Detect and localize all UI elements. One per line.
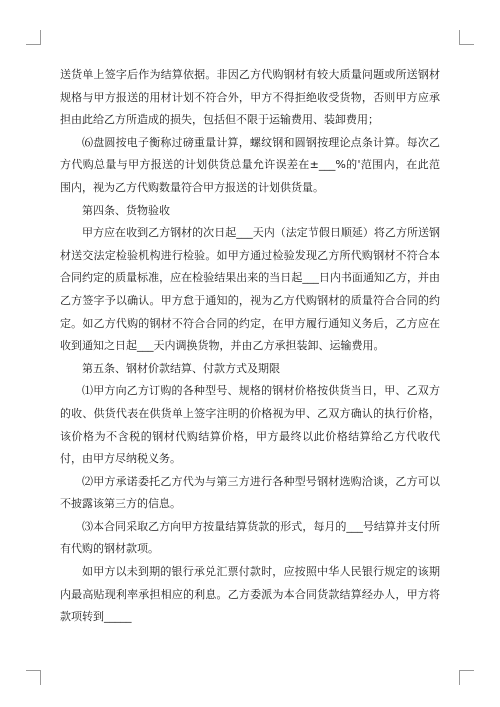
- crop-mark-top-left: [26, 30, 41, 45]
- paragraph-clause-3: ⑶本合同采取乙方向甲方按量结算货款的形式，每月的___号结算并支付所有代购的钢材款项。: [60, 519, 440, 556]
- document-body: [60, 64, 440, 629]
- paragraph-payment: 如甲方以未到期的银行承兑汇票付款时，应按照中华人民银行规定的该期内最高贴现利率承担相应的利息。乙方委派为本合同货款结算经办人，甲方将款项转到_____: [60, 565, 440, 624]
- crop-mark-bottom-right: [459, 670, 474, 685]
- section-heading-4: 第四条、货物验收: [82, 203, 170, 217]
- paragraph-inspection: 甲方应在收到乙方钢材的次日起___天内（法定节假日顺延）将乙方所送钢材送交法定检验机构进行检验。如甲方通过检验发现乙方所代购钢材不符合本合同约定的质量标准，应在检验结果出来的当日起___日内书面通知乙方，并由乙方签字予以确认。甲方怠于通知的，视为乙方代购钢材的质量符合合同的约定。如乙方代购的钢材不符合合同的约定，在甲方履行通知义务后，乙方应在收到通知之日起___天内调换货物，并由乙方承担装卸、运输费用。: [60, 226, 440, 353]
- paragraph-clause-2: ⑵甲方承诺委托乙方代为与第三方进行各种型号钢材选购洽谈，乙方可以不披露该第三方的信息。: [60, 474, 440, 511]
- crop-mark-top-right: [459, 30, 474, 45]
- paragraph-continuation: 送货单上签字后作为结算依据。非因乙方代购钢材有较大质量问题或所送钢材规格与甲方报送的用材计划不符合外，甲方不得拒绝收受货物，否则甲方应承担由此给乙方所造成的损失，包括但不限于运输费用、装卸费用；: [60, 68, 440, 127]
- paragraph-clause-6: ⑹盘圆按电子衡称过磅重量计算，螺纹钢和圆钢按理论点条计算。每次乙方代购总量与甲方报送的计划供货总量允许误差在±___%的'范围内，在此范围内，视为乙方代购数量符合甲方报送的计划供货量。: [60, 135, 440, 194]
- paragraph-clause-1: ⑴甲方向乙方订购的各种型号、规格的钢材价格按供货当日，甲、乙双方的收、供货代表在供货单上签字注明的价格视为甲、乙双方确认的执行价格，该价格为不含税的钢材代购结算价格，甲方最终以此价格结算给乙方代收代付，由甲方尽纳税义务。: [60, 384, 440, 466]
- crop-mark-bottom-left: [26, 670, 41, 685]
- section-heading-5: 第五条、钢材价款结算、付款方式及期限: [82, 361, 280, 375]
